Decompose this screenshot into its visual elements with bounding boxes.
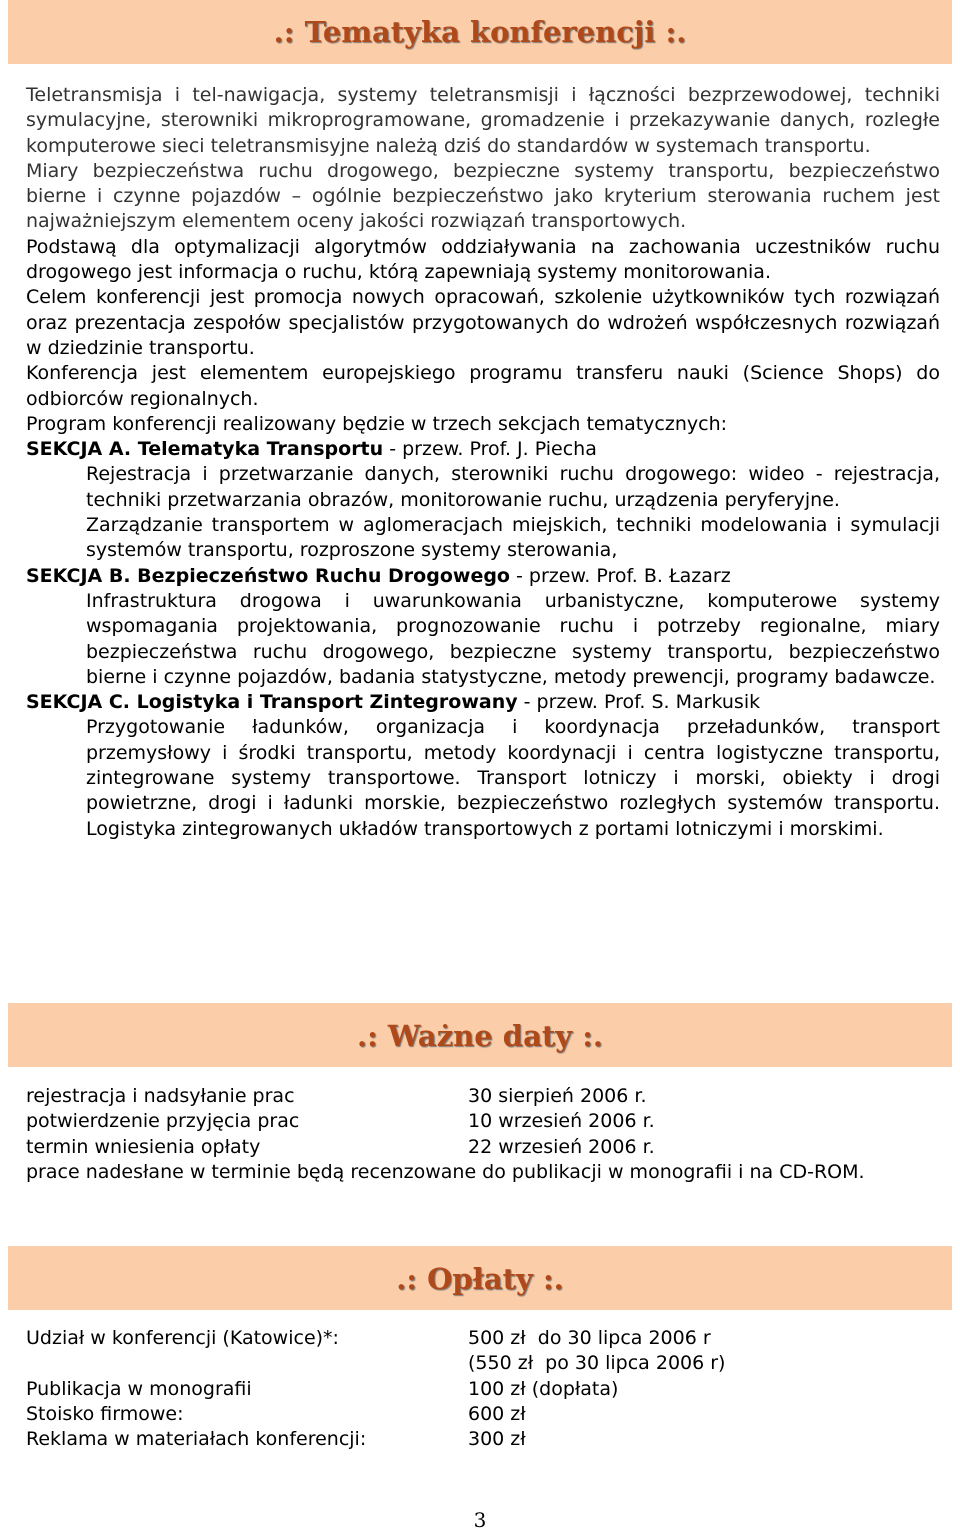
- dates-row-label: rejestracja i nadsyłanie prac: [26, 1085, 295, 1107]
- dates-row-label: potwierdzenie przyjęcia prac: [26, 1110, 300, 1133]
- fees-banner: [8, 1246, 952, 1310]
- topics-paragraph-3: Podstawą dla optymalizacji algorytmów oddziaływania na zachowania uczestników ruchu drogowego jest informacja o ruchu, którą zapewniają systemy monitorowania.: [26, 235, 940, 284]
- fees-title: .: Opłaty :.: [396, 1262, 564, 1296]
- topics-paragraph-5: Konferencja jest elementem europejskiego programu transferu nauki (Science Shops) do odbiorców regionalnych.: [26, 362, 940, 410]
- dates-row-value: 22 wrzesień 2006 r.: [468, 1135, 655, 1158]
- section-b-title: SEKCJA B. Bezpieczeństwo Ruchu Drogowego: [26, 564, 510, 587]
- dates-row-value: 10 wrzesień 2006 r.: [468, 1110, 655, 1133]
- section-b-item-1: Infrastruktura drogowa i uwarunkowania urbanistyczne, komputerowe systemy wspomagania projektowania, prognozowanie ruchu i potrzeby regionalne, miary bezpieczeństwa ruchu drogowego, bezpieczne systemy transportu, bezpieczeństwo bierne i czynne pojazdów, badania statystyczne, metody prewencji, programy badawcze.: [86, 589, 940, 688]
- section-c-heading: [26, 690, 940, 715]
- dates-row: [26, 1084, 940, 1109]
- section-a-item-2: Zarządzanie transportem w aglomeracjach miejskich, techniki modelowania i symulacji systemów transportu, rozproszone systemy sterowania,: [86, 514, 940, 562]
- section-b-chair: - przew. Prof. B. Łazarz: [509, 564, 731, 587]
- topics-banner: [8, 0, 952, 64]
- fees-row-label: Udział w konferencji (Katowice)*:: [26, 1327, 339, 1349]
- fees-row: [26, 1377, 940, 1402]
- section-a-item-1: Rejestracja i przetwarzanie danych, sterowniki ruchu drogowego: wideo - rejestracja, techniki przetwarzania obrazów, monitorowanie ruchu, urządzenia peryferyjne.: [86, 463, 940, 511]
- section-a-chair: - przew. Prof. J. Piecha: [383, 438, 597, 461]
- dates-row-value: 30 sierpień 2006 r.: [468, 1085, 647, 1107]
- dates-row-label: termin wniesienia opłaty: [26, 1135, 261, 1158]
- fees-row-label: Stoisko firmowe:: [26, 1402, 184, 1425]
- topics-paragraph-6: Program konferencji realizowany będzie w trzech sekcjach tematycznych:: [26, 412, 728, 435]
- topics-title: .: Tematyka konferencji :.: [273, 15, 687, 49]
- fees-content: [26, 1326, 940, 1452]
- section-b-heading: [26, 564, 940, 589]
- topics-content: [26, 83, 940, 842]
- dates-banner: [8, 1003, 952, 1067]
- fees-row-value: 600 zł: [468, 1402, 526, 1425]
- dates-title: .: Ważne daty :.: [356, 1019, 604, 1053]
- section-c-item-1: Przygotowanie ładunków, organizacja i koordynacja przeładunków, transport przemysłowy i środki transportu, metody koordynacji i centra logistyczne transportu, zintegrowane systemy transportowe. Transport lotniczy i morski, obiekty i drogi powietrzne, drogi i ładunki morskie, bezpieczeństwo rozległych systemów transportu. Logistyka zintegrowanych układów transportowych z portami lotniczymi i morskimi.: [86, 716, 940, 840]
- page-number: 3: [473, 1508, 487, 1532]
- fees-row-value: 100 zł (dopłata): [468, 1377, 619, 1400]
- fees-row-value: (550 zł po 30 lipca 2006 r): [468, 1352, 726, 1375]
- section-c-chair: - przew. Prof. S. Markusik: [517, 691, 761, 714]
- dates-row: [26, 1109, 940, 1134]
- fees-row-value: 500 zł do 30 lipca 2006 r: [468, 1327, 711, 1349]
- dates-content: [26, 1084, 940, 1185]
- fees-row: [26, 1326, 940, 1351]
- section-a-heading: [26, 437, 940, 462]
- section-a-title: SEKCJA A. Telematyka Transportu: [26, 438, 384, 461]
- fees-row-label: Reklama w materiałach konferencji:: [26, 1428, 367, 1451]
- fees-row-value: 300 zł: [468, 1428, 526, 1451]
- section-c-title: SEKCJA C. Logistyka i Transport Zintegrowany: [26, 691, 518, 714]
- dates-note: prace nadesłane w terminie będą recenzowane do publikacji w monografii i na CD-ROM.: [26, 1160, 865, 1183]
- topics-paragraph-1: Teletransmisja i tel-nawigacja, systemy teletransmisji i łączności bezprzewodowej, techniki symulacyjne, sterowniki mikroprogramowane, gromadzenie i przekazywanie danych, rozległe komputerowe sieci teletransmisyjne należą dziś do standardów w systemach transportu.: [26, 84, 940, 157]
- fees-row-label: Publikacja w monografii: [26, 1377, 252, 1400]
- fees-row: [26, 1427, 940, 1452]
- topics-paragraph-2: Miary bezpieczeństwa ruchu drogowego, bezpieczne systemy transportu, bezpieczeństwo bierne i czynne pojazdów – ogólnie bezpieczeństwo jako kryterium sterowania ruchem jest najważniejszym elementem oceny jakości rozwiązań transportowych.: [26, 159, 940, 233]
- dates-row: [26, 1135, 940, 1160]
- fees-row: [26, 1402, 940, 1427]
- topics-paragraph-4: Celem konferencji jest promocja nowych opracowań, szkolenie użytkowników tych rozwiązań oraz prezentacja zespołów specjalistów przygotowanych do wdrożeń współczesnych rozwiązań w dziedzinie transportu.: [26, 286, 940, 359]
- fees-row: [26, 1351, 940, 1376]
